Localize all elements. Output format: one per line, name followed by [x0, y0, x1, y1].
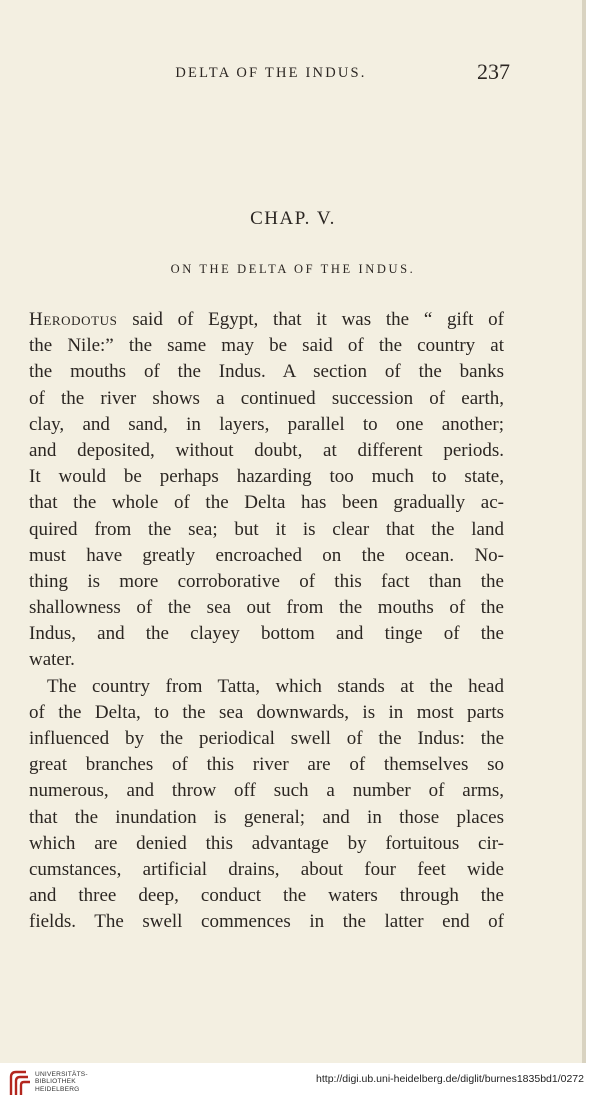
library-name-line: UNIVERSITÄTS- [35, 1071, 88, 1078]
running-head-title: DELTA OF THE INDUS. [175, 65, 367, 81]
text-line [29, 307, 504, 333]
lead-word: Herodotus [29, 309, 118, 330]
text-line: quired from the sea; but it is clear that the land [29, 518, 504, 540]
text-line: clay, and sand, in layers, parallel to one another; [29, 413, 504, 435]
text-line: cumstances, artificial drains, about four feet wide [29, 858, 504, 880]
viewer-footer [0, 1063, 590, 1105]
running-head [34, 59, 510, 85]
text-line: the Nile:” the same may be said of the country at [29, 335, 504, 357]
text-line: the mouths of the Indus. A section of the banks [29, 361, 504, 383]
text-line: which are denied this advantage by fortuitous cir- [29, 832, 504, 854]
text-line: and deposited, without doubt, at different periods. [29, 439, 504, 461]
line-text: said of Egypt, that it was the “ gift of [117, 309, 504, 330]
text-line: of the river shows a continued succession of earth, [29, 387, 504, 409]
library-name-line: HEIDELBERG [35, 1085, 80, 1093]
text-line: that the inundation is general; and in those places [29, 806, 504, 828]
text-line: and three deep, conduct the waters through the [29, 885, 504, 907]
text-line: The country from Tatta, which stands at the head [47, 675, 504, 697]
text-line: fields. The swell commences in the latter end of [29, 911, 504, 933]
chapter-heading: CHAP. V. [250, 208, 336, 229]
text-line: thing is more corroborative of this fact than the [29, 570, 504, 592]
body-text [29, 307, 504, 936]
text-line: shallowness of the sea out from the mouths of the [29, 597, 504, 619]
text-line: water. [29, 649, 75, 671]
text-line: numerous, and throw off such a number of arms, [29, 780, 504, 802]
page-edge [582, 0, 586, 1063]
text-line: influenced by the periodical swell of the Indus: the [29, 728, 504, 749]
permalink-url[interactable]: http://digi.ub.uni-heidelberg.de/diglit/burnes1835bd1/0272 [316, 1073, 584, 1085]
library-logo-icon [6, 1069, 32, 1097]
text-line: Indus, and the clayey bottom and tinge of the [29, 623, 504, 645]
text-line: It would be perhaps hazarding too much to state, [29, 466, 504, 488]
text-line: that the whole of the Delta has been gradually ac- [29, 492, 504, 514]
library-name [35, 1071, 88, 1093]
chapter-subheading: ON THE DELTA OF THE INDUS. [170, 262, 416, 276]
text-line: great branches of this river are of themselves so [29, 754, 504, 776]
text-line: must have greatly encroached on the ocean. No- [29, 544, 504, 566]
text-line: of the Delta, to the sea downwards, is in most parts [29, 701, 504, 723]
library-name-line: BIBLIOTHEK [35, 1078, 76, 1086]
page-number: 237 [477, 59, 510, 84]
